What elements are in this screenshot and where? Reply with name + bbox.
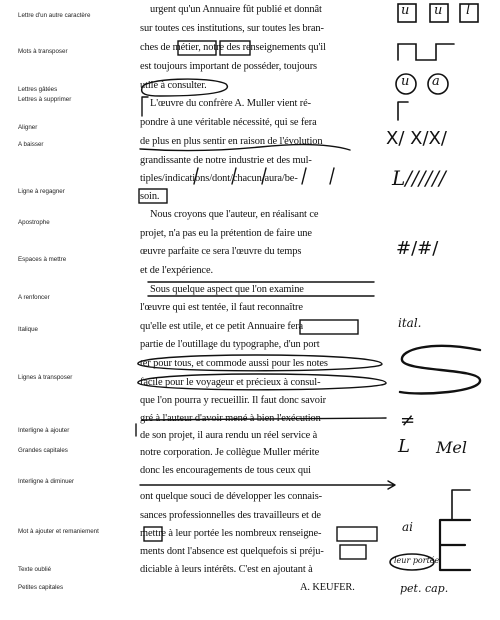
lower-marks: L////// [392, 166, 446, 190]
text-line: gré à l'auteur d'avoir mené à bien l'exécution [140, 413, 321, 424]
insert-note: leur portée [394, 556, 440, 565]
margin-letter: l [466, 3, 471, 18]
legend-label: Lettre d'un autre caractère [18, 12, 91, 19]
transpose-mark [398, 44, 454, 60]
text-line: utile à consulter. [140, 80, 207, 91]
legend-label: Mot à ajouter et remaniement [18, 528, 99, 535]
insert-note: ai [402, 520, 413, 534]
text-line: qu'elle est utile, et ce petit Annuaire fera [140, 321, 304, 332]
text-line: que l'on pourra y recueillir. Il faut donc savoir [140, 395, 326, 406]
legend-label: Grandes capitales [18, 447, 68, 454]
text-line: de plus en plus sentir en raison de l'évolution [140, 136, 323, 147]
text-line: sances professionnelles des travailleurs et de [140, 510, 321, 521]
space-marks: #/#/ [396, 238, 439, 259]
text-line: facile pour le voyageur et précieux à consul- [140, 377, 321, 388]
text-line: est toujours important de posséder, toujours [140, 61, 317, 72]
legend-label: Aligner [18, 124, 38, 131]
text-line: ont quelque souci de développer les connais- [140, 491, 322, 502]
legend-label: A baisser [18, 141, 44, 148]
text-line: l'œuvre qui est tentée, il faut reconnaître [140, 302, 303, 313]
align-marks: X/ X/X/ [386, 128, 447, 149]
legend-label: Lignes à transposer [18, 374, 73, 381]
legend-label: Texte oublié [18, 566, 52, 573]
legend-label: Lettres à supprimer [18, 96, 72, 103]
legend-label: Mots à transposer [18, 48, 68, 55]
text-line: partie de l'outillage du typographe, d'un port [140, 339, 320, 350]
legend-label: Lettres gâtées [18, 86, 58, 93]
text-line: grandissante de notre industrie et des mul- [140, 155, 312, 166]
legend-label: Espaces à mettre [18, 256, 67, 263]
smallcaps-mark: pet. cap. [400, 582, 449, 595]
text-line: L'œuvre du confrère A. Muller vient ré- [150, 98, 311, 109]
text-line: soin. [140, 191, 160, 202]
italic-mark: ital. [398, 316, 422, 330]
text-line: mettre à leur portée les nombreux renseigne- [140, 528, 322, 539]
margin-letter: u [434, 3, 443, 18]
signature-line: A. KEUFER. [300, 582, 355, 593]
text-line: ments dont l'absence est quelquefois si préju- [140, 546, 324, 557]
text-line: Sous quelque aspect que l'on examine [150, 284, 304, 295]
legend-label: Interligne à diminuer [18, 478, 75, 485]
margin-letter: a [432, 74, 440, 89]
reduce-arrow [140, 481, 395, 489]
text-line: diciable à leurs intérêts. C'est en ajoutant à [140, 564, 313, 575]
text-line: tiples/indications/dont/chacun/aura/be- [140, 173, 298, 184]
legend-label: Italique [18, 326, 38, 333]
text-line: sur toutes ces institutions, sur toutes les bran- [140, 23, 324, 34]
text-line: ter pour tous, et commode aussi pour les notes [140, 358, 328, 369]
text-line: urgent qu'un Annuaire fût publié et donnât [150, 4, 322, 15]
legend-label: A renfoncer [18, 294, 50, 301]
indent-bracket [142, 97, 148, 116]
caps-mark: Mel [436, 438, 467, 457]
transpose-lines-mark [400, 346, 480, 394]
text-line: Nous croyons que l'auteur, en réalisant ce [150, 209, 319, 220]
text-line: œuvre parfaite ce sera l'œuvre du temps [140, 246, 302, 257]
legend-label: Petites capitales [18, 584, 64, 591]
text-line: donc les encouragements de tous ceux qui [140, 465, 311, 476]
text-line: projet, n'a pas eu la prétention de faire une [140, 228, 312, 239]
caps-mark: L [398, 436, 410, 457]
text-line: pondre à une véritable nécessité, qui se fera [140, 117, 317, 128]
legend-label: Apostrophe [18, 219, 50, 226]
align-bracket [398, 102, 408, 120]
text-line: notre corporation. Je collègue Muller mérite [140, 447, 320, 458]
text-line: ches de métier, notre des renseignements qu'il [140, 42, 326, 53]
text-line: de son projet, il aura rendu un réel service à [140, 430, 318, 441]
lead-mark: ≠ [400, 410, 416, 431]
insert-bracket [440, 520, 470, 570]
margin-letter: u [401, 74, 410, 89]
text-line: et de l'expérience. [140, 265, 213, 276]
legend-label: Ligne à regagner [18, 188, 65, 195]
legend-label: Interligne à ajouter [18, 427, 70, 434]
margin-bracket [452, 490, 470, 520]
margin-letter: u [401, 3, 410, 18]
